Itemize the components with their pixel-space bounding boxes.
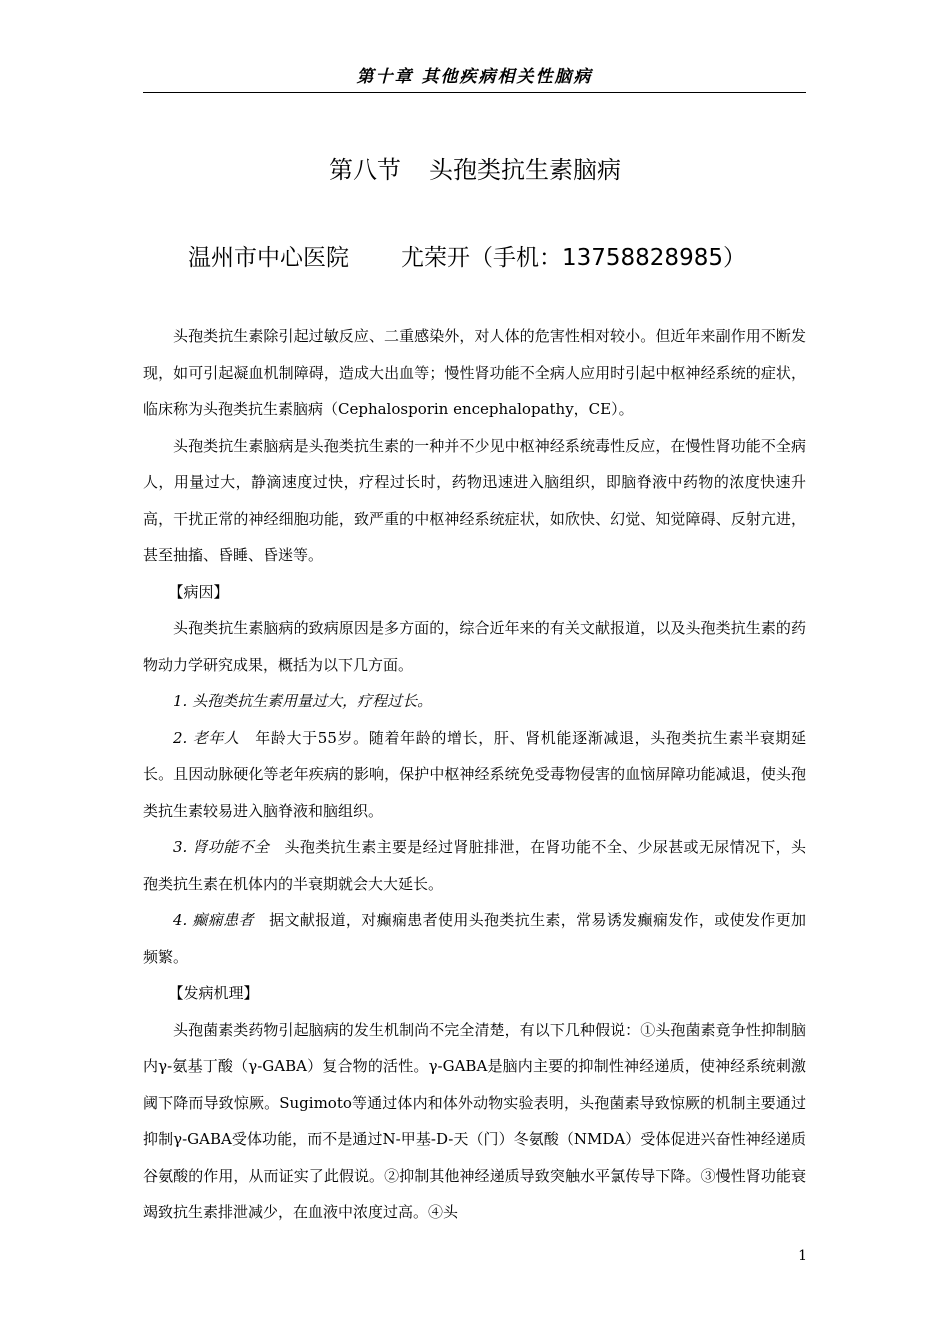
list-item-cause-4	[143, 902, 806, 975]
section-name: 头孢类抗生素脑病	[429, 156, 621, 184]
section-title	[0, 152, 950, 188]
section-number: 第八节	[329, 156, 401, 184]
paragraph-intro-1: 头孢类抗生素除引起过敏反应、二重感染外，对人体的危害性相对较小。但近年来副作用不断发现，如可引起凝血机制障碍，造成大出血等；慢性肾功能不全病人应用时引起中枢神经系统的症状，临床称为头孢类抗生素脑病（Cephalosporin encephalopathy，CE）。	[143, 327, 806, 418]
list-item-cause-3	[143, 829, 806, 902]
chapter-title: 第十章 其他疾病相关性脑病	[356, 67, 593, 87]
running-header	[143, 62, 806, 93]
cause-3-text: 头孢类抗生素主要是经过肾脏排泄，在肾功能不全、少尿甚或无尿情况下，头孢类抗生素在机体内的半衰期就会大大延长。	[143, 838, 806, 893]
heading-cause: 【病因】	[168, 582, 229, 601]
cause-2-text: 年龄大于55岁。随着年龄的增长，肝、肾机能逐渐减退，头孢类抗生素半衰期延长。且因动脉硬化等老年疾病的影响，保护中枢神经系统免受毒物侵害的血恼屏障功能减退，使头孢类抗生素较易进入脑脊液和脑组织。	[143, 728, 806, 820]
list-item-cause-2	[143, 720, 806, 830]
cause-3-label: 3. 肾功能不全	[173, 838, 270, 856]
paragraph-cause-intro: 头孢类抗生素脑病的致病原因是多方面的，综合近年来的有关文献报道，以及头孢类抗生素的药物动力学研究成果，概括为以下几方面。	[143, 619, 806, 674]
cause-2-label: 2. 老年人	[173, 728, 240, 747]
paragraph-intro-2: 头孢类抗生素脑病是头孢类抗生素的一种并不少见中枢神经系统毒性反应，在慢性肾功能不全病人，用量过大，静滴速度过快，疗程过长时，药物迅速进入脑组织，即脑脊液中药物的浓度快速升高，干扰正常的神经细胞功能，致严重的中枢神经系统症状，如欣快、幻觉、知觉障碍、反射亢进，甚至抽搐、昏睡、昏迷等。	[143, 436, 806, 564]
heading-mechanism: 【发病机理】	[168, 984, 259, 1002]
author-affiliation: 温州市中心医院	[188, 245, 349, 271]
paragraph-mechanism: 头孢菌素类药物引起脑病的发生机制尚不完全清楚，有以下几种假说：①头孢菌素竟争性抑制脑内γ-氨基丁酸（γ-GABA）复合物的活性。γ-GABA是脑内主要的抑制性神经递质，使神经系统刺激阈下降而导致惊厥。Sugimoto等通过体内和体外动物实验表明，头孢菌素导致惊厥的机制主要通过抑制γ-GABA受体功能，而不是通过N-甲基-D-天（门）冬氨酸（NMDA）受体促进兴奋性神经递质谷氨酸的作用，从而证实了此假说。②抑制其他神经递质导致突触水平氯传导下降。③慢性肾功能衰竭致抗生素排泄减少，在血液中浓度过高。④头	[143, 1020, 806, 1221]
author-name-contact: 尤荣开（手机：13758828985）	[401, 245, 746, 271]
page-number: 1	[798, 1248, 807, 1264]
cause-4-label: 4. 癫痫患者	[173, 911, 254, 929]
list-item-cause-1	[143, 683, 806, 720]
cause-4-text: 据文献报道，对癫痫患者使用头孢类抗生素，常易诱发癫痫发作，或使发作更加频繁。	[143, 911, 806, 966]
cause-1-label: 1. 头孢类抗生素用量过大，疗程过长。	[173, 692, 433, 710]
article-body	[143, 318, 806, 1231]
author-line	[188, 240, 746, 276]
